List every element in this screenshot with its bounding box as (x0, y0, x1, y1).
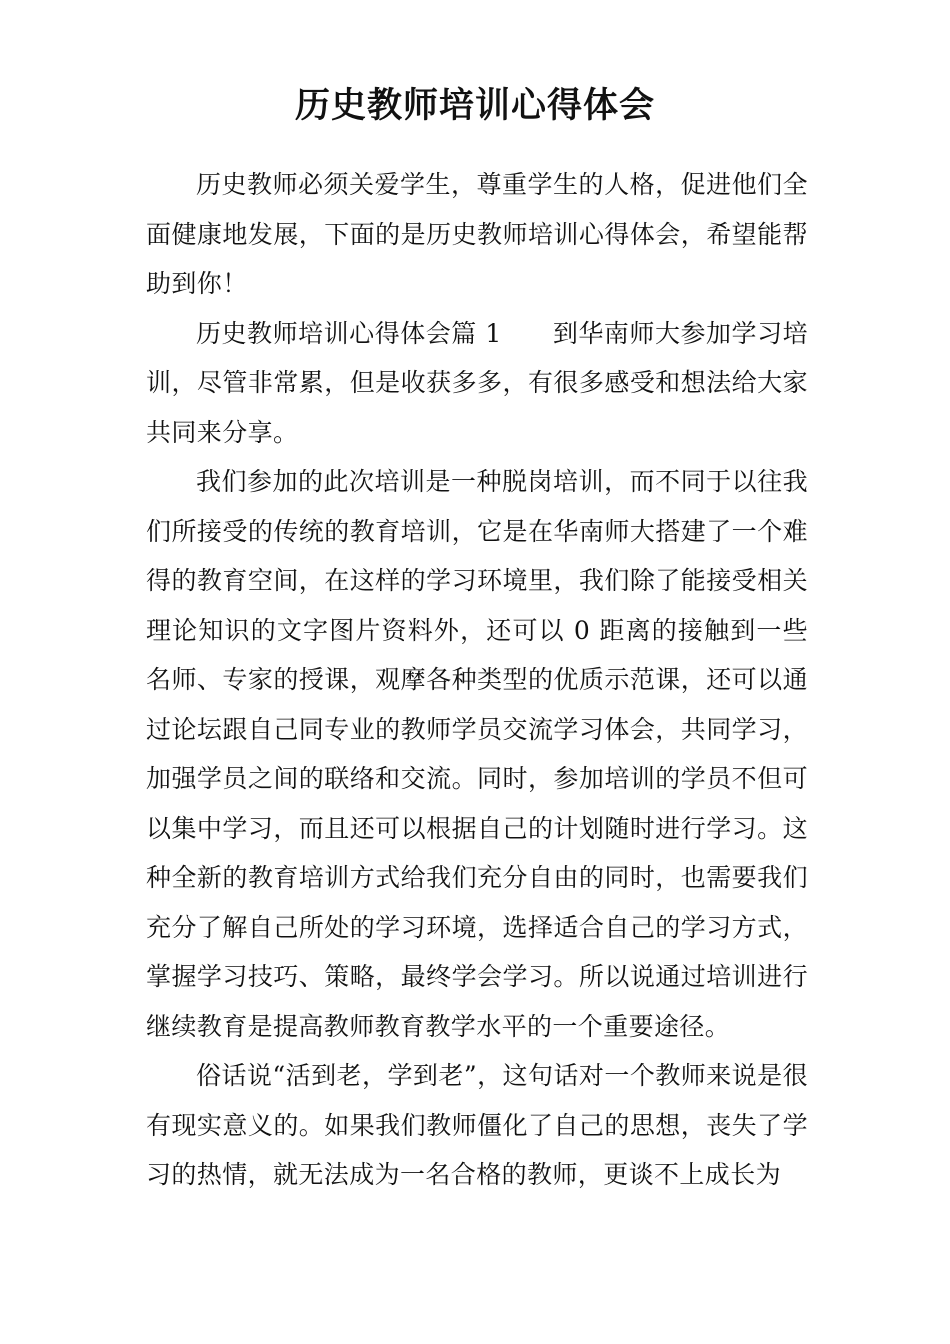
paragraph-training: 我们参加的此次培训是一种脱岗培训，而不同于以往我们所接受的传统的教育培训，它是在华南师大搭建了一个难得的教育空间，在这样的学习环境里，我们除了能接受相关理论知识的文字图片资料外，还可以 0 距离的接触到一些名师、专家的授课，观摩各种类型的优质示范课，还可以通过论坛跟自己同专业的教师学员交流学习体会，共同学习，加强学员之间的联络和交流。同时，参加培训的学员不但可以集中学习，而且还可以根据自己的计划随时进行学习。这种全新的教育培训方式给我们充分自由的同时，也需要我们充分了解自己所处的学习环境，选择适合自己的学习方式，掌握学习技巧、策略，最终学会学习。所以说通过培训进行继续教育是提高教师教育教学水平的一个重要途径。 (146, 467, 808, 1041)
paragraph-intro: 历史教师必须关爱学生，尊重学生的人格，促进他们全面健康地发展，下面的是历史教师培训心得体会，希望能帮助到你！ (146, 170, 808, 298)
paragraph-part-1: 历史教师培训心得体会篇 1 到华南师大参加学习培训，尽管非常累，但是收获多多，有很多感受和想法给大家共同来分享。 (146, 318, 808, 447)
paragraph-lifelong-learning: 俗话说“活到老，学到老”，这句话对一个教师来说是很有现实意义的。如果我们教师僵化了自己的思想，丧失了学习的热情，就无法成为一名合格的教师，更谈不上成长为 (146, 1061, 808, 1189)
document-body (146, 160, 808, 1200)
document-title: 历史教师培训心得体会 (294, 85, 655, 126)
